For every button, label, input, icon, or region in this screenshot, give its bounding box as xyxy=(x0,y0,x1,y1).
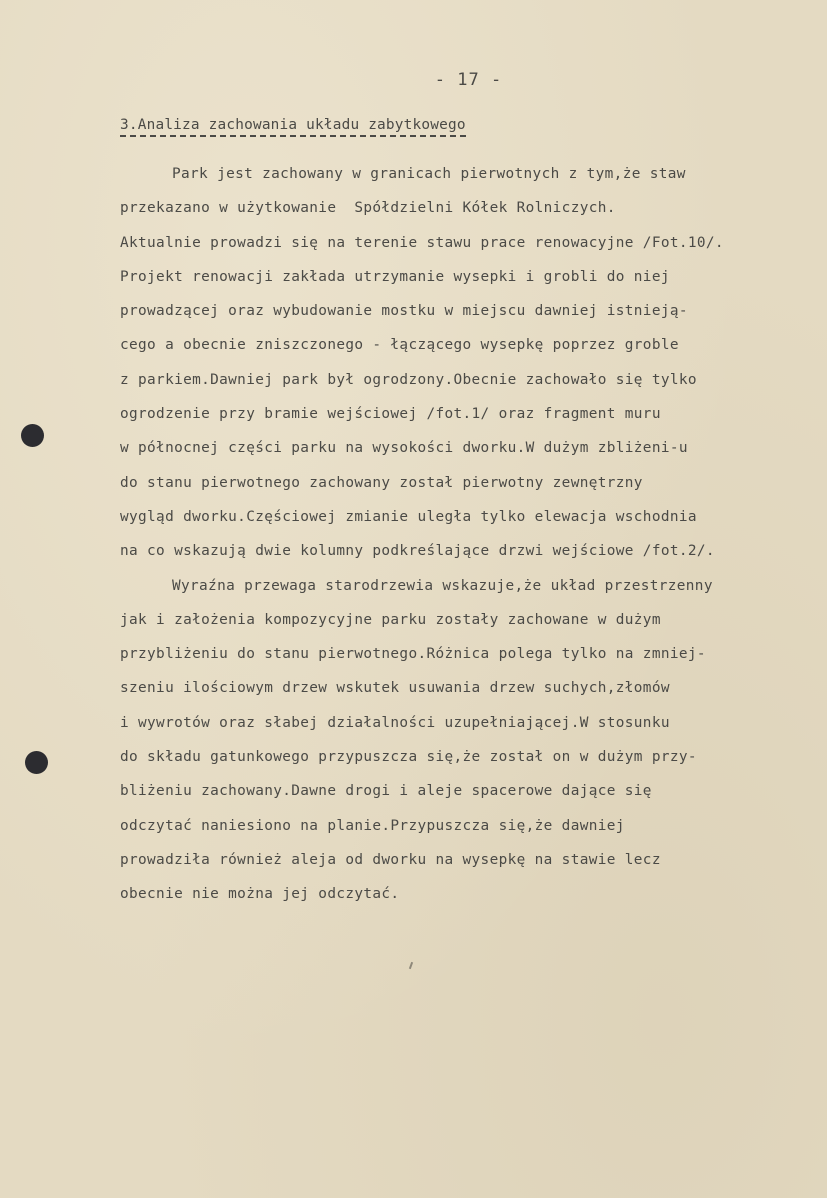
text-line: odczytać naniesiono na planie.Przypuszcza się,że dawniej xyxy=(120,817,625,834)
text-line: prowadziła również aleja od dworku na wysepkę na stawie lecz xyxy=(120,851,661,868)
text-line: na co wskazują dwie kolumny podkreślające drzwi wejściowe /fot.2/. xyxy=(120,543,715,560)
text-line: do stanu pierwotnego zachowany został pierwotny zewnętrzny xyxy=(120,474,643,491)
page-number: - 17 - xyxy=(434,70,503,90)
punch-hole-bottom xyxy=(25,751,48,774)
text-line: obecnie nie można jej odczytać. xyxy=(120,886,400,903)
punch-hole-top xyxy=(21,424,44,447)
body-text xyxy=(120,160,820,915)
text-line: przybliżeniu do stanu pierwotnego.Różnica polega tylko na zmniej- xyxy=(120,646,706,663)
text-line: Projekt renowacji zakłada utrzymanie wysepki i grobli do niej xyxy=(120,268,670,285)
text-line: wygląd dworku.Częściowej zmianie uległa tylko elewacja wschodnia xyxy=(120,508,697,525)
section-heading: 3.Analiza zachowania układu zabytkowego xyxy=(120,116,466,137)
text-line: w północnej części parku na wysokości dworku.W dużym zbliżeni-u xyxy=(120,440,688,457)
text-line: z parkiem.Dawniej park był ogrodzony.Obecnie zachowało się tylko xyxy=(120,371,697,388)
text-line: Aktualnie prowadzi się na terenie stawu prace renowacyjne /Fot.10/. xyxy=(120,234,724,251)
text-line: jak i założenia kompozycyjne parku zostały zachowane w dużym xyxy=(120,611,661,628)
text-line: Park jest zachowany w granicach pierwotnych z tym,że staw xyxy=(172,166,686,182)
text-line: przekazano w użytkowanie Spółdzielni Kółek Rolniczych. xyxy=(120,200,616,217)
paragraph-2 xyxy=(120,572,820,915)
text-line: bliżeniu zachowany.Dawne drogi i aleje spacerowe dające się xyxy=(120,783,652,800)
text-line: do składu gatunkowego przypuszcza się,że został on w dużym przy- xyxy=(120,749,697,766)
text-line: i wywrotów oraz słabej działalności uzupełniającej.W stosunku xyxy=(120,714,670,731)
text-line: szeniu ilościowym drzew wskutek usuwania drzew suchych,złomów xyxy=(120,680,670,697)
text-line: Wyraźna przewaga starodrzewia wskazuje,że układ przestrzenny xyxy=(172,577,713,594)
text-line: ogrodzenie przy bramie wejściowej /fot.1/ oraz fragment muru xyxy=(120,406,661,423)
text-line: cego a obecnie zniszczonego - łączącego wysepkę poprzez groble xyxy=(120,337,679,354)
text-line: prowadzącej oraz wybudowanie mostku w miejscu dawniej istnieją- xyxy=(120,303,688,320)
paragraph-1 xyxy=(120,160,820,572)
